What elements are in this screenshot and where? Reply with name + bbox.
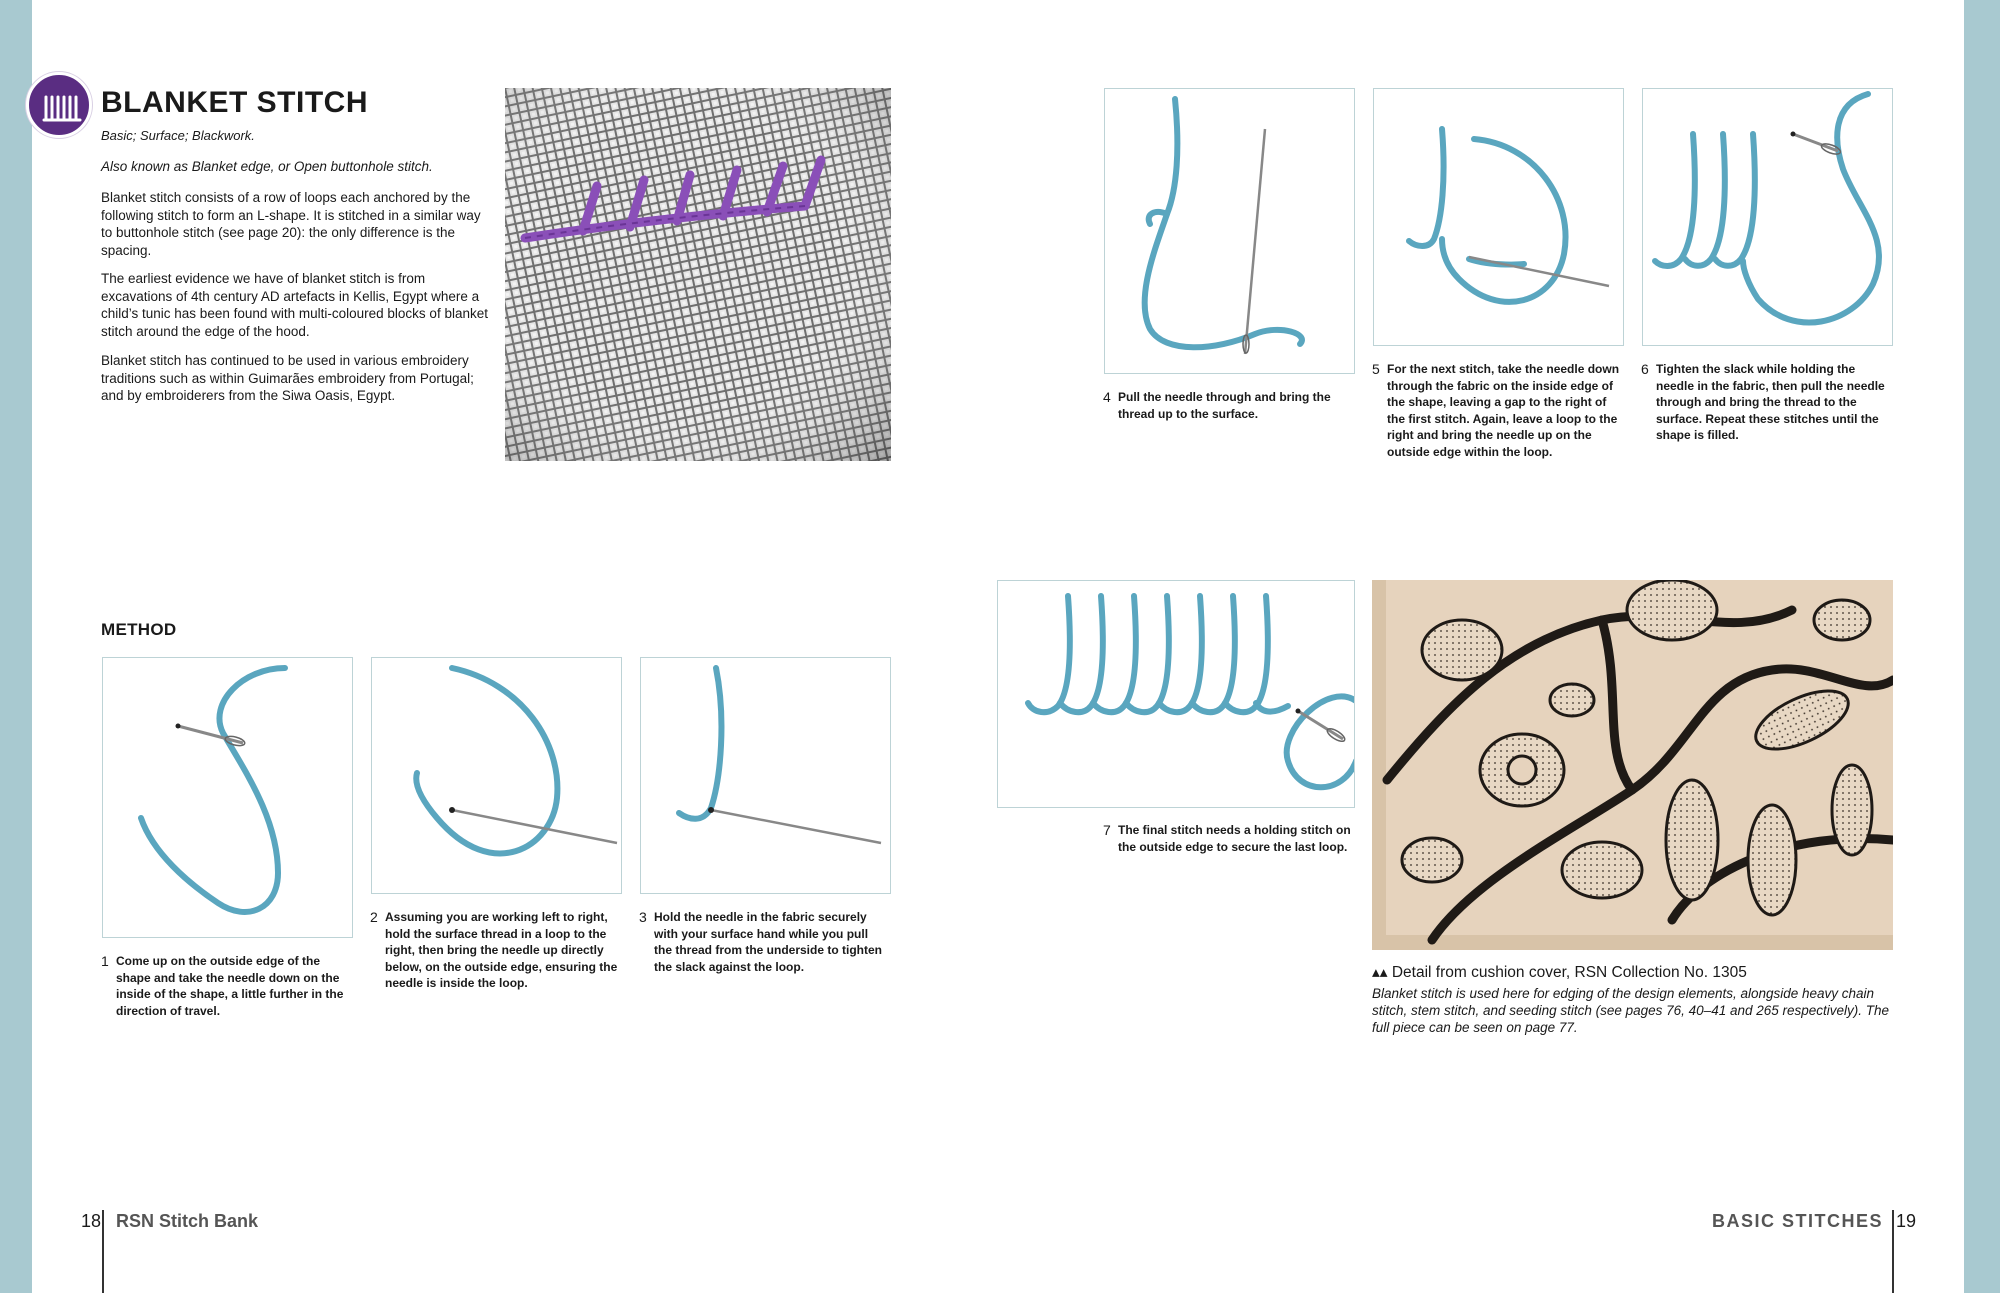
step-5-caption: 5 For the next stitch, take the needle down through the fabric on the inside edge of the shape, leaving a gap to the right of the first stitch. Again, leave a loop to the right and bring the needle up on the outside edge within the loop. xyxy=(1372,361,1620,459)
also-known-as: Also known as Blanket edge, or Open buttonhole stitch. xyxy=(101,159,433,174)
step-4-diagram xyxy=(1104,88,1355,374)
blanket-stitch-icon xyxy=(26,72,92,138)
section-title: BASIC STITCHES xyxy=(1712,1211,1884,1231)
stitch-categories: Basic; Surface; Blackwork. xyxy=(101,128,255,143)
step-3-caption: 3 Hold the needle in the fabric securely with your surface hand while you pull the thread from the underside to tighten the slack against the loop. xyxy=(639,909,883,974)
step-6-diagram xyxy=(1642,88,1893,346)
intro-paragraph-2: The earliest evidence we have of blanket stitch is from excavations of 4th century AD artefacts in Kellis, Egypt where a child’s tunic has been found with multi-coloured blocks of blanket stitch around the edge of the hood. xyxy=(101,271,488,339)
step-1-diagram xyxy=(102,657,353,938)
step-1-caption: 1 Come up on the outside edge of the shape and take the needle down on the inside of the shape, a little further in the direction of travel. xyxy=(101,953,344,1018)
cushion-caption-title: ▴▴ Detail from cushion cover, RSN Collection No. 1305 xyxy=(1372,964,1747,981)
page-edge-left xyxy=(0,0,32,1293)
step-3-diagram xyxy=(640,657,891,894)
intro-paragraph-1: Blanket stitch consists of a row of loops each anchored by the following stitch to form an L-shape. It is stitched in a similar way to buttonhole stitch (see page 20): the only difference is the spacing. xyxy=(101,190,481,258)
blanket-stitch-sample-photo xyxy=(505,88,891,461)
cushion-cover-photo xyxy=(1372,580,1893,950)
step-5-diagram xyxy=(1373,88,1624,346)
step-7-caption: 7 The final stitch needs a holding stitch on the outside edge to secure the last loop. xyxy=(1103,822,1351,854)
cushion-caption-text: Blanket stitch is used here for edging of the design elements, alongside heavy chain stitch, stem stitch, and seeding stitch (see pages 76, 40–41 and 265 respectively). The full piece can be seen on page 77. xyxy=(1372,986,1890,1035)
footer-divider-left xyxy=(102,1210,104,1293)
step-4-caption: 4 Pull the needle through and bring the thread up to the surface. xyxy=(1103,389,1331,421)
step-7-diagram xyxy=(997,580,1355,808)
step-6-caption: 6 Tighten the slack while holding the needle in the fabric, then pull the needle through and bring the thread to the surface. Repeat these stitches until the shape is filled. xyxy=(1641,361,1885,442)
page-title: BLANKET STITCH xyxy=(101,86,368,119)
footer-divider-right xyxy=(1892,1210,1894,1293)
step-2-caption: 2 Assuming you are working left to right, hold the surface thread in a loop to the right, then bring the needle up directly below, on the outside edge, ensuring the needle is inside the loop. xyxy=(370,909,618,990)
book-title: RSN Stitch Bank xyxy=(116,1211,259,1231)
intro-paragraph-3: Blanket stitch has continued to be used in various embroidery traditions such as within Guimarães embroidery from Portugal; and by embroiderers from the Siwa Oasis, Egypt. xyxy=(101,353,474,403)
step-2-diagram xyxy=(371,657,622,894)
page-edge-right xyxy=(1964,0,2000,1293)
left-page-number: 18 xyxy=(81,1211,102,1231)
method-heading: METHOD xyxy=(101,620,177,639)
right-page-number: 19 xyxy=(1896,1211,1917,1231)
